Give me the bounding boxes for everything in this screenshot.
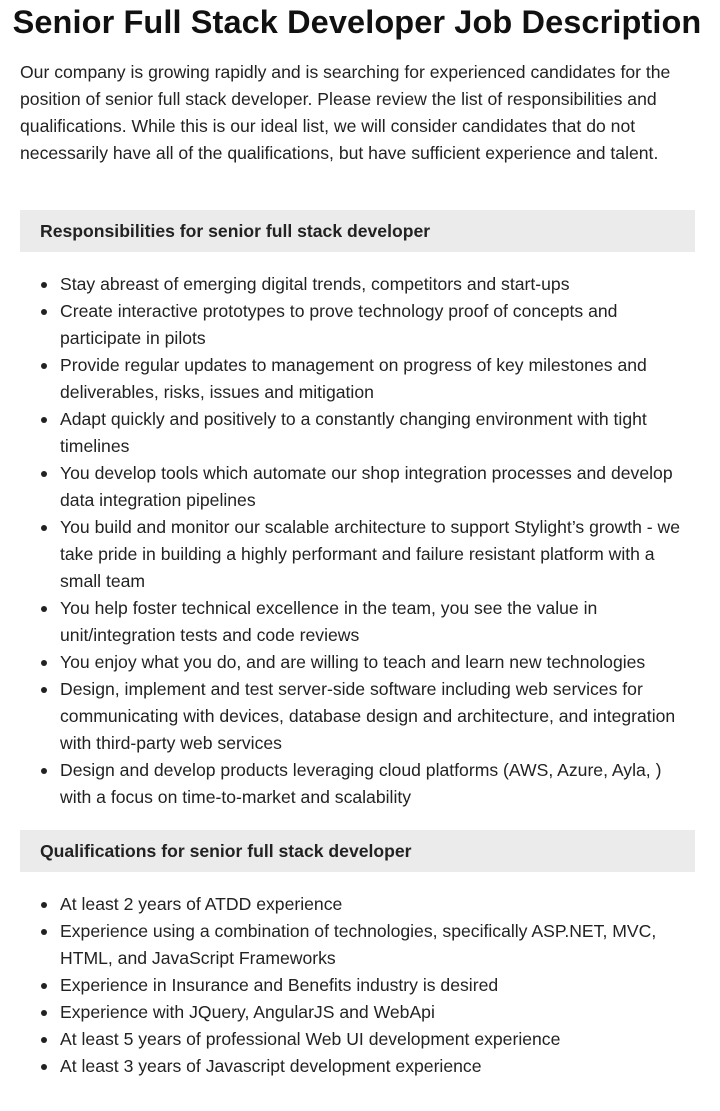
list-item xyxy=(60,1026,695,1053)
list-item-text: Provide regular updates to management on progress of key milestones and deliverables, risks, issues and mitigation xyxy=(60,355,647,402)
list-item-text: Create interactive prototypes to prove technology proof of concepts and participate in pilots xyxy=(60,301,618,348)
list-item-text: Experience with JQuery, AngularJS and WebApi xyxy=(60,1002,435,1022)
bullet-icon xyxy=(41,983,47,989)
list-item xyxy=(60,460,695,514)
list-item-text: Adapt quickly and positively to a constantly changing environment with tight timelines xyxy=(60,409,647,456)
list-item-text: At least 2 years of ATDD experience xyxy=(60,894,343,914)
list-item xyxy=(60,649,695,676)
list-item xyxy=(60,676,695,757)
bullet-icon xyxy=(41,525,47,531)
bullet-icon xyxy=(41,471,47,477)
list-item-text: You develop tools which automate our shop integration processes and develop data integration pipelines xyxy=(60,463,673,510)
qualifications-list xyxy=(20,891,695,1080)
list-item xyxy=(60,891,695,918)
bullet-icon xyxy=(41,1064,47,1070)
list-item xyxy=(60,1053,695,1080)
list-item-text: You build and monitor our scalable architecture to support Stylight’s growth - we take pride in building a highly performant and failure resistant platform with a small team xyxy=(60,517,681,591)
list-item xyxy=(60,514,695,595)
list-item-text: At least 3 years of Javascript development experience xyxy=(60,1056,482,1076)
list-item-text: Experience in Insurance and Benefits industry is desired xyxy=(60,975,499,995)
list-item-text: Design, implement and test server-side software including web services for communicating with devices, database design and architecture, and integration with third-party web services xyxy=(60,679,676,753)
bullet-icon xyxy=(41,363,47,369)
bullet-icon xyxy=(41,1037,47,1043)
bullet-icon xyxy=(41,687,47,693)
list-item xyxy=(60,918,695,972)
list-item-text: At least 5 years of professional Web UI development experience xyxy=(60,1029,561,1049)
list-item xyxy=(60,406,695,460)
list-item xyxy=(60,757,695,811)
bullet-icon xyxy=(41,1010,47,1016)
list-item xyxy=(60,352,695,406)
list-item xyxy=(60,972,695,999)
bullet-icon xyxy=(41,417,47,423)
bullet-icon xyxy=(41,660,47,666)
responsibilities-list xyxy=(20,271,695,811)
list-item xyxy=(60,298,695,352)
page-title: Senior Full Stack Developer Job Description xyxy=(12,4,702,40)
bullet-icon xyxy=(41,309,47,315)
list-item-text: Experience using a combination of technologies, specifically ASP.NET, MVC, HTML, and JavaScript Frameworks xyxy=(60,921,657,968)
list-item xyxy=(60,999,695,1026)
list-item xyxy=(60,595,695,649)
bullet-icon xyxy=(41,929,47,935)
bullet-icon xyxy=(41,902,47,908)
bullet-icon xyxy=(41,768,47,774)
list-item-text: You enjoy what you do, and are willing to teach and learn new technologies xyxy=(60,652,646,672)
qualifications-heading: Qualifications for senior full stack developer xyxy=(20,830,695,872)
list-item-text: Stay abreast of emerging digital trends, competitors and start-ups xyxy=(60,274,570,294)
list-item-text: Design and develop products leveraging cloud platforms (AWS, Azure, Ayla, ) with a focus on time-to-market and scalability xyxy=(60,760,662,807)
list-item xyxy=(60,271,695,298)
responsibilities-heading: Responsibilities for senior full stack developer xyxy=(20,210,695,252)
intro-paragraph: Our company is growing rapidly and is searching for experienced candidates for the position of senior full stack developer. Please review the list of responsibilities and qualifications. While this is our ideal list, we will consider candidates that do not necessarily have all of the qualifications, but have sufficient experience and talent. xyxy=(20,62,671,163)
bullet-icon xyxy=(41,282,47,288)
list-item-text: You help foster technical excellence in the team, you see the value in unit/integration tests and code reviews xyxy=(60,598,598,645)
bullet-icon xyxy=(41,606,47,612)
